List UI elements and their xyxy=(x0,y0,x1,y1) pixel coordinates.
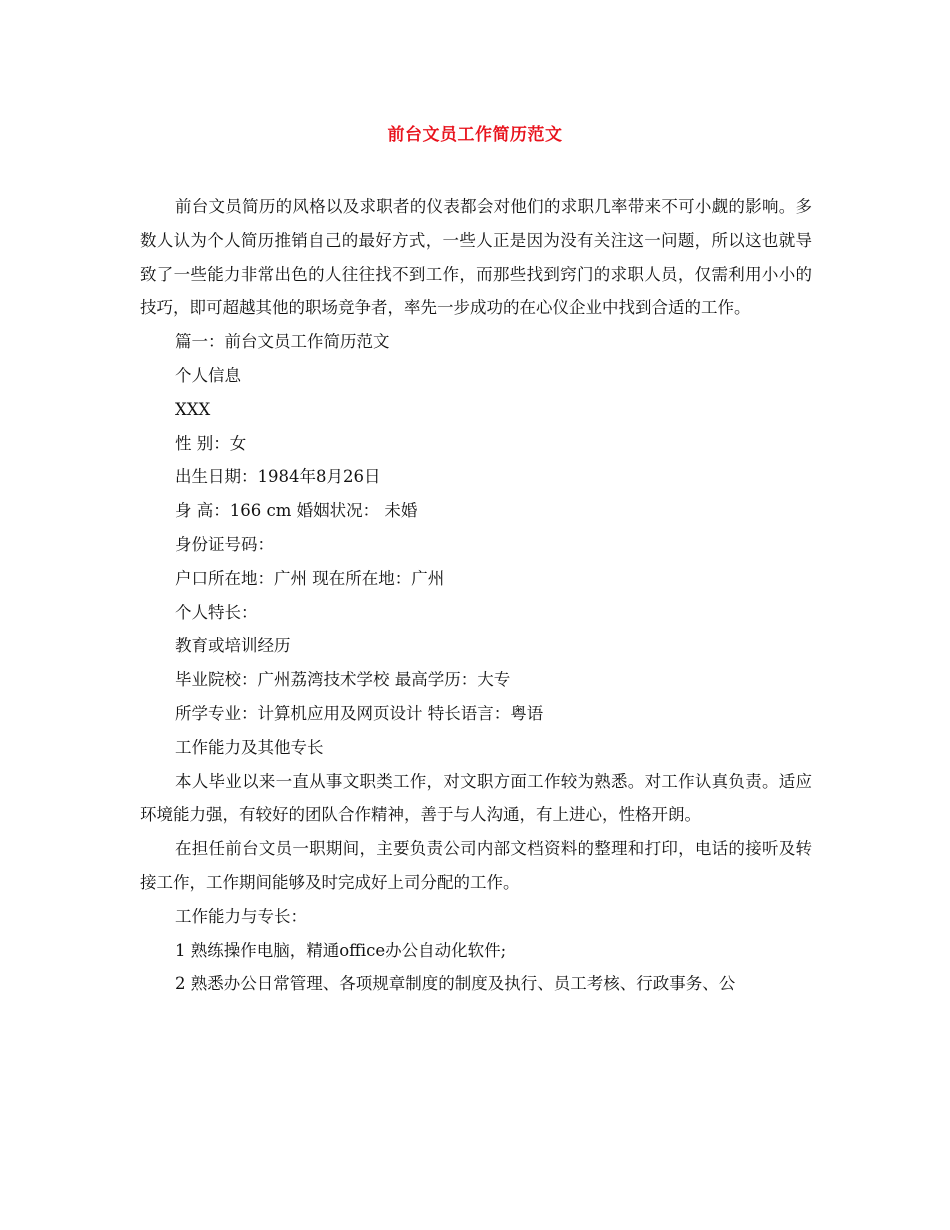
school-field: 毕业院校：广州荔湾技术学校 最高学历：大专 xyxy=(175,670,511,690)
document-title: 前台文员工作简历范文 xyxy=(387,125,563,145)
section-heading: 篇一：前台文员工作简历范文 xyxy=(175,332,390,352)
residence-field: 户口所在地：广州 现在所在地：广州 xyxy=(175,568,445,588)
major-field: 所学专业：计算机应用及网页设计 特长语言：粤语 xyxy=(175,703,544,723)
abilities-heading: 工作能力与专长： xyxy=(175,906,307,926)
experience-paragraph: 在担任前台文员一职期间，主要负责公司内部文档资料的整理和打印，电话的接听及转接工作，工作期间能够及时完成好上司分配的工作。 xyxy=(140,839,812,892)
height-marital-field: 身 高：166 cm 婚姻状况： 未婚 xyxy=(175,501,418,521)
intro-paragraph: 前台文员简历的风格以及求职者的仪表都会对他们的求职几率带来不可小觑的影响。多数人认为个人简历推销自己的最好方式，一些人正是因为没有关注这一问题，所以这也就导致了一些能力非常出色的人往往找不到工作，而那些找到窍门的求职人员，仅需利用小小的技巧，即可超越其他的职场竞争者，率先一步成功的在心仪企业中找到合适的工作。 xyxy=(140,197,812,318)
specialty-field: 个人特长： xyxy=(175,602,258,622)
document-body xyxy=(140,190,812,1001)
ability-item-2: 2 熟悉办公日常管理、各项规章制度的制度及执行、员工考核、行政事务、公 xyxy=(175,974,736,994)
education-heading: 教育或培训经历 xyxy=(175,636,291,656)
birth-date-field: 出生日期：1984年8月26日 xyxy=(175,467,381,487)
ability-item-1: 1 熟练操作电脑，精通office办公自动化软件; xyxy=(175,940,507,960)
name-field: XXX xyxy=(175,399,211,419)
id-number-field: 身份证号码： xyxy=(175,534,274,554)
personal-info-heading: 个人信息 xyxy=(175,365,241,385)
skills-heading: 工作能力及其他专长 xyxy=(175,737,324,757)
self-assessment-paragraph: 本人毕业以来一直从事文职类工作，对文职方面工作较为熟悉。对工作认真负责。适应环境能力强，有较好的团队合作精神，善于与人沟通，有上进心，性格开朗。 xyxy=(140,771,812,825)
gender-field: 性 别：女 xyxy=(175,433,247,453)
